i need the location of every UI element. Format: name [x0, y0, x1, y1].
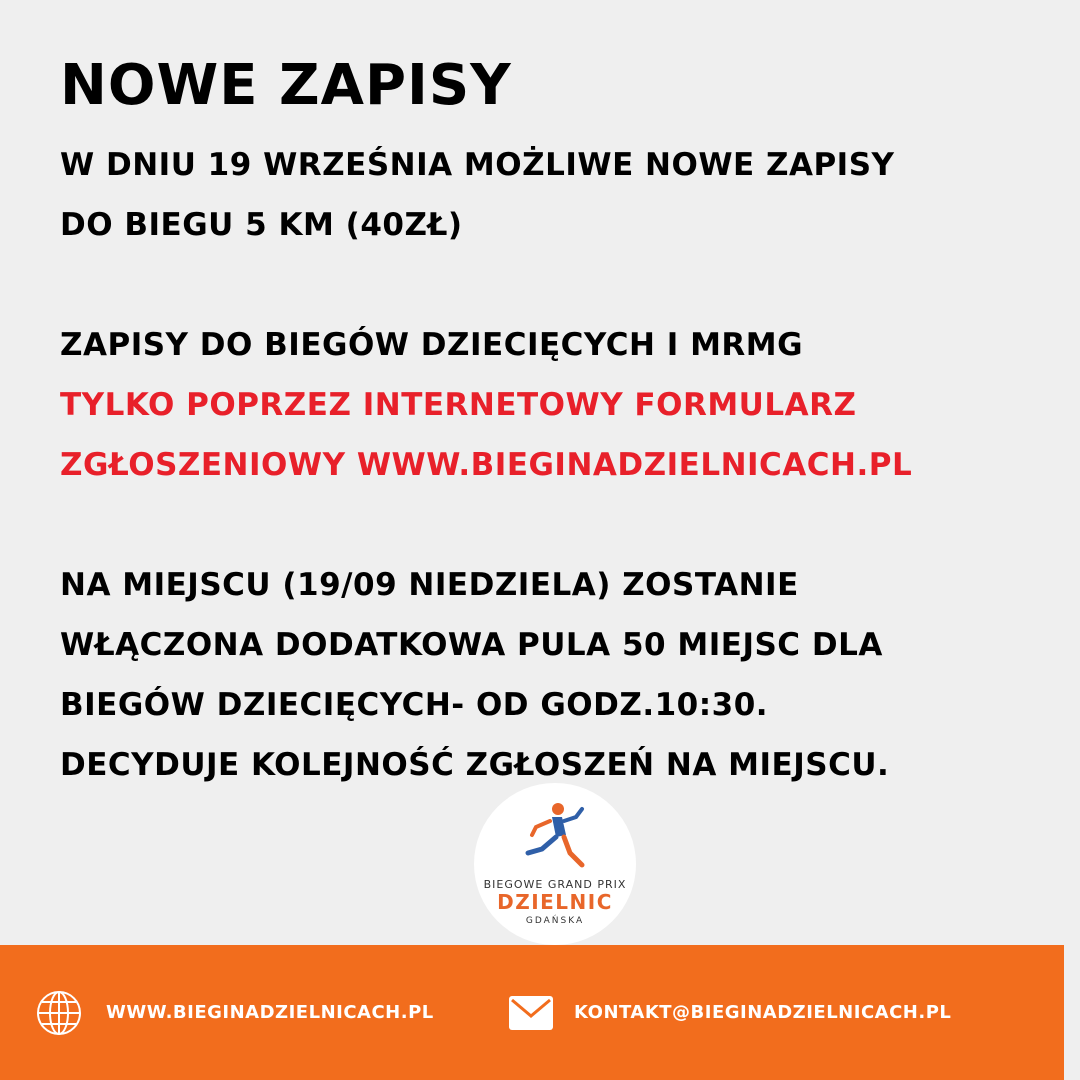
- page-title: NOWE ZAPISY: [60, 53, 512, 118]
- onsite-line-4: DECYDUJE KOLEJNOŚĆ ZGŁOSZEŃ NA MIEJSCU.: [60, 747, 890, 783]
- registration-run-line: DO BIEGU 5 KM (40ZŁ): [60, 207, 463, 243]
- registration-date-line: W DNIU 19 WRZEŚNIA MOŻLIWE NOWE ZAPISY: [60, 147, 895, 183]
- envelope-icon: [508, 995, 554, 1031]
- footer-website[interactable]: [36, 945, 434, 1080]
- footer-bar: [0, 945, 1064, 1080]
- event-logo: [474, 783, 636, 945]
- website-link[interactable]: WWW.BIEGINADZIELNICACH.PL: [106, 1002, 434, 1023]
- logo-line-2: DZIELNIC: [497, 890, 613, 914]
- logo-line-3: GDAŃSKA: [525, 916, 585, 926]
- globe-icon: [36, 990, 82, 1036]
- onsite-line-3: BIEGÓW DZIECIĘCYCH- OD GODZ.10:30.: [60, 687, 769, 723]
- logo-line-1: BIEGOWE GRAND PRIX: [483, 878, 627, 891]
- footer-email[interactable]: [508, 945, 951, 1080]
- email-link[interactable]: KONTAKT@BIEGINADZIELNICACH.PL: [574, 1002, 952, 1023]
- kids-registration-line: ZAPISY DO BIEGÓW DZIECIĘCYCH I MRMG: [60, 327, 804, 363]
- online-form-line: TYLKO POPRZEZ INTERNETOWY FORMULARZ: [60, 387, 857, 423]
- onsite-line-2: WŁĄCZONA DODATKOWA PULA 50 MIEJSC DLA: [60, 627, 883, 663]
- onsite-line-1: NA MIEJSCU (19/09 NIEDZIELA) ZOSTANIE: [60, 567, 799, 603]
- runner-icon: [522, 801, 588, 871]
- online-form-url-line: ZGŁOSZENIOWY WWW.BIEGINADZIELNICACH.PL: [60, 447, 913, 483]
